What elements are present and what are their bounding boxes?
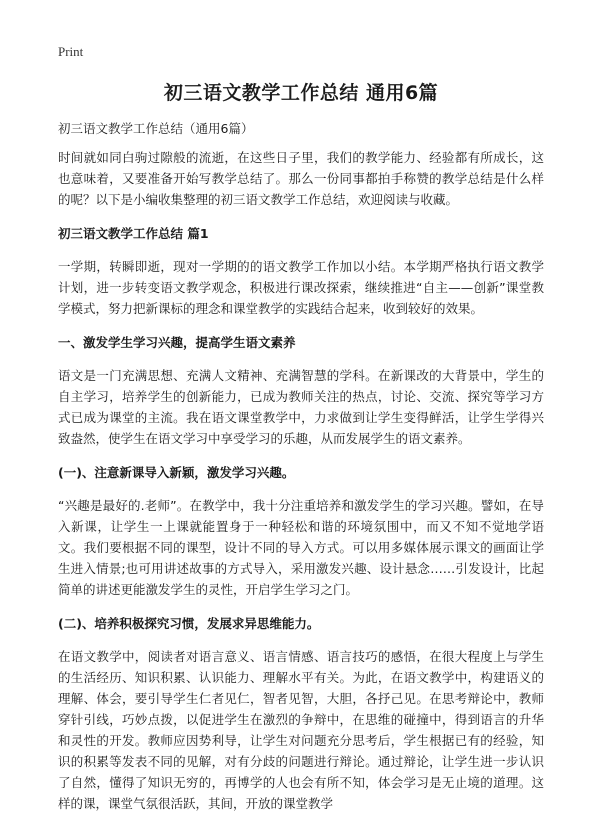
document-title: 初三语文教学工作总结 通用6篇 — [163, 82, 439, 104]
subheading-two: (二)、培养积极探究习惯，发展求异思维能力。 — [58, 616, 320, 631]
section-paragraph: 一学期，转瞬即逝，现对一学期的的语文教学工作加以小结。本学期严格执行语文教学计划，进一步转变语文教学观念，积极进行课改探索，继续推进“自主——创新”课堂教学模式，努力把新课标的理念和课堂教学的实践结合起来，收到较好的效果。 — [58, 259, 544, 316]
paragraph-one: 语文是一门充满思想、充满人文精神、充满智慧的学科。在新课改的大背景中，学生的自主学习，培养学生的创新能力，已成为教师关注的热点，讨论、交流、探究等学习方式已成为课堂的主流。我在语文课堂教学中，力求做到让学生变得鲜活，让学生学得兴致盎然，使学生在语文学习中享受学习的乐趣，从而发展学生的语文素养。 — [58, 368, 544, 446]
document-subtitle: 初三语文教学工作总结（通用6篇） — [58, 121, 254, 136]
heading-one: 一、激发学生学习兴趣，提高学生语文素养 — [58, 335, 296, 350]
intro-paragraph: 时间就如同白驹过隙般的流逝，在这些日子里，我们的教学能力、经验都有所成长，这也意味着，又要准备开始写教学总结了。那么一份同事都拍手称赞的教学总结是什么样的呢？以下是小编收集整理的初三语文教学工作总结，欢迎阅读与收藏。 — [58, 150, 544, 207]
document-body — [58, 78, 544, 826]
paragraph-sub-two: 在语文教学中，阅读者对语言意义、语言情感、语言技巧的感悟，在很大程度上与学生的生活经历、知识积累、认识能力、理解水平有关。为此，在语文教学中，构建语义的理解、体会，要引导学生仁者见仁，智者见智，大胆，各抒己见。在思考辩论中，教师穿针引线，巧妙点拨，以促进学生在激烈的争辩中，在思维的碰撞中，得到语言的升华和灵性的开发。教师应因势利导，让学生对问题充分思考后，学生根据已有的经验，知识的积累等发表不同的见解，对有分歧的问题进行辩论。通过辩论，让学生进一步认识了自然，懂得了知识无穷的，再博学的人也会有所不知，体会学习是无止境的道理。这样的课，课堂气氛很活跃，其间，开放的课堂教学 — [58, 649, 544, 811]
subheading-one: (一)、注意新课导入新颖，激发学习兴趣。 — [58, 465, 295, 480]
section-heading: 初三语文教学工作总结 篇1 — [58, 226, 209, 241]
paragraph-sub-one: “兴趣是最好的.老师”。在教学中，我十分注重培养和激发学生的学习兴趣。譬如，在导入新课，让学生一上课就能置身于一种轻松和谐的环境氛围中，而又不知不觉地学语文。我们要根据不同的课型，设计不同的导入方式。可以用多媒体展示课文的画面让学生进入情景;也可用讲述故事的方式导入，采用激发兴趣、设计悬念……引发设计，比起简单的讲述更能激发学生的灵性，开启学生学习之门。 — [58, 498, 544, 597]
print-link[interactable]: Print — [58, 44, 84, 59]
